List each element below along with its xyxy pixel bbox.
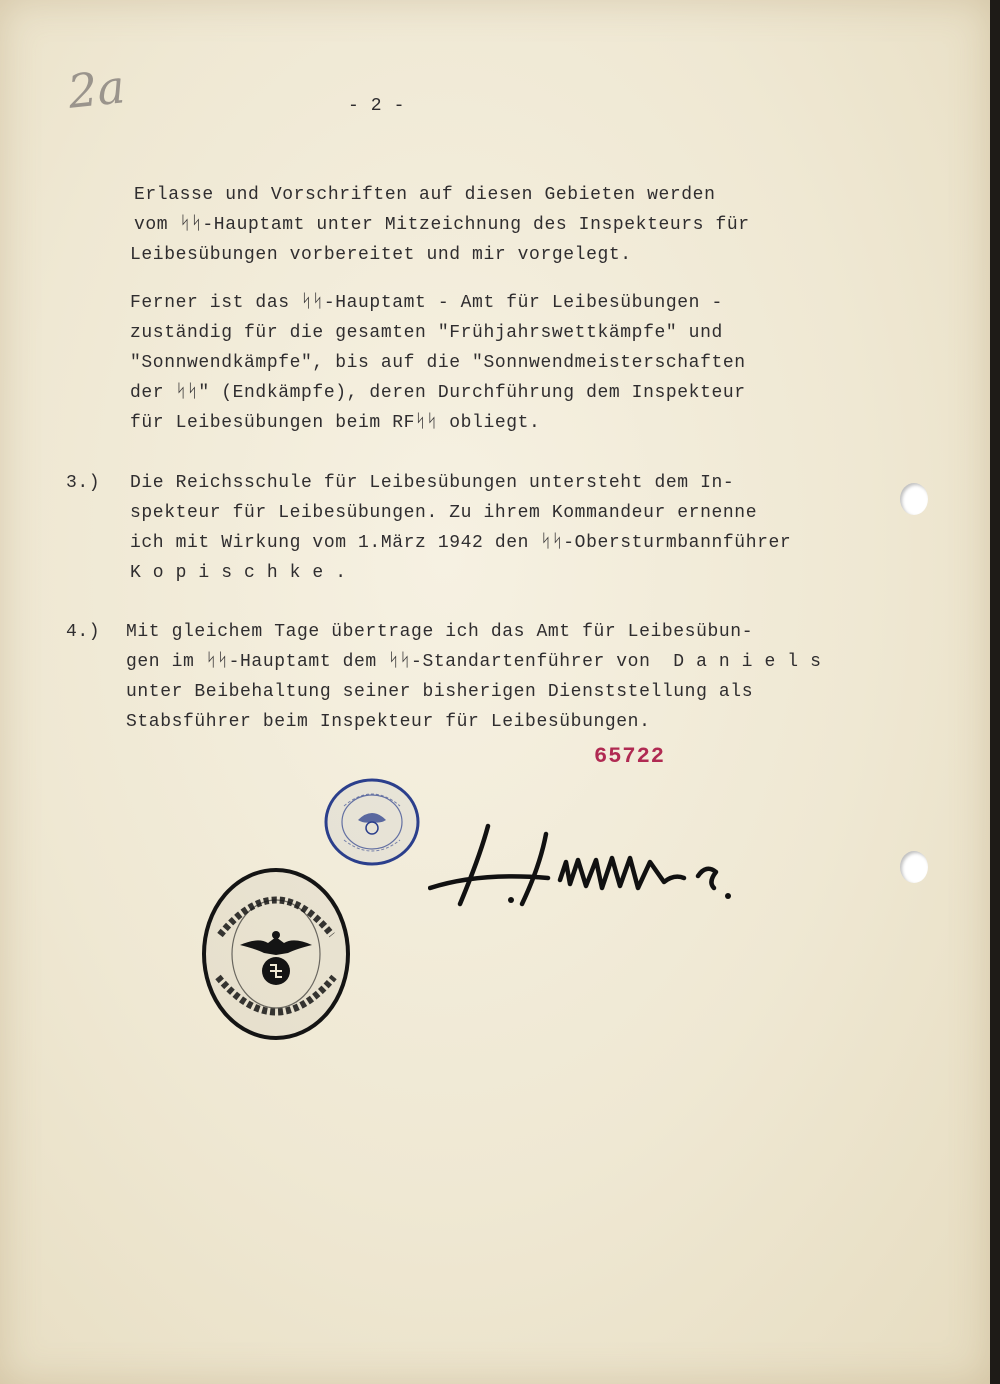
- text-line: spekteur für Leibesübungen. Zu ihrem Kommandeur ernenne: [130, 503, 758, 523]
- scan-edge: [990, 0, 1000, 1384]
- text-line: Ferner ist das ᛋᛋ-Hauptamt - Amt für Leibesübungen -: [130, 293, 723, 313]
- archive-stamp: [322, 776, 422, 868]
- text-line: vom ᛋᛋ-Hauptamt unter Mitzeichnung des Inspekteurs für: [134, 215, 750, 235]
- punch-hole: [900, 483, 928, 515]
- text-line: der ᛋᛋ" (Endkämpfe), deren Durchführung dem Inspekteur: [130, 383, 746, 403]
- text-line: Stabsführer beim Inspekteur für Leibesübungen.: [126, 712, 651, 732]
- text-line: unter Beibehaltung seiner bisherigen Dienststellung als: [126, 682, 754, 702]
- item-marker: 4.): [66, 622, 101, 642]
- page-number: - 2 -: [348, 96, 406, 116]
- text-line: Mit gleichem Tage übertrage ich das Amt für Leibesübun-: [126, 622, 754, 642]
- text-line: ich mit Wirkung vom 1.März 1942 den ᛋᛋ-Obersturmbannführer: [130, 533, 792, 553]
- signature: [428, 818, 738, 918]
- text-line: "Sonnwendkämpfe", bis auf die "Sonnwendmeisterschaften: [130, 353, 746, 373]
- text-line: für Leibesübungen beim RFᛋᛋ obliegt.: [130, 413, 541, 433]
- text-line: Leibesübungen vorbereitet und mir vorgelegt.: [130, 245, 632, 265]
- official-seal: [200, 865, 352, 1043]
- text-line: K o p i s c h k e .: [130, 563, 347, 583]
- punch-hole: [900, 851, 928, 883]
- text-line: gen im ᛋᛋ-Hauptamt dem ᛋᛋ-Standartenführer von D a n i e l s: [126, 652, 822, 672]
- text-line: zuständig für die gesamten "Frühjahrswettkämpfe" und: [130, 323, 723, 343]
- text-line: Erlasse und Vorschriften auf diesen Gebieten werden: [134, 185, 716, 205]
- item-marker: 3.): [66, 473, 101, 493]
- archive-number-stamp: 65722: [594, 744, 666, 769]
- handwritten-page-note: 2a: [65, 59, 128, 119]
- text-line: Die Reichsschule für Leibesübungen untersteht dem In-: [130, 473, 735, 493]
